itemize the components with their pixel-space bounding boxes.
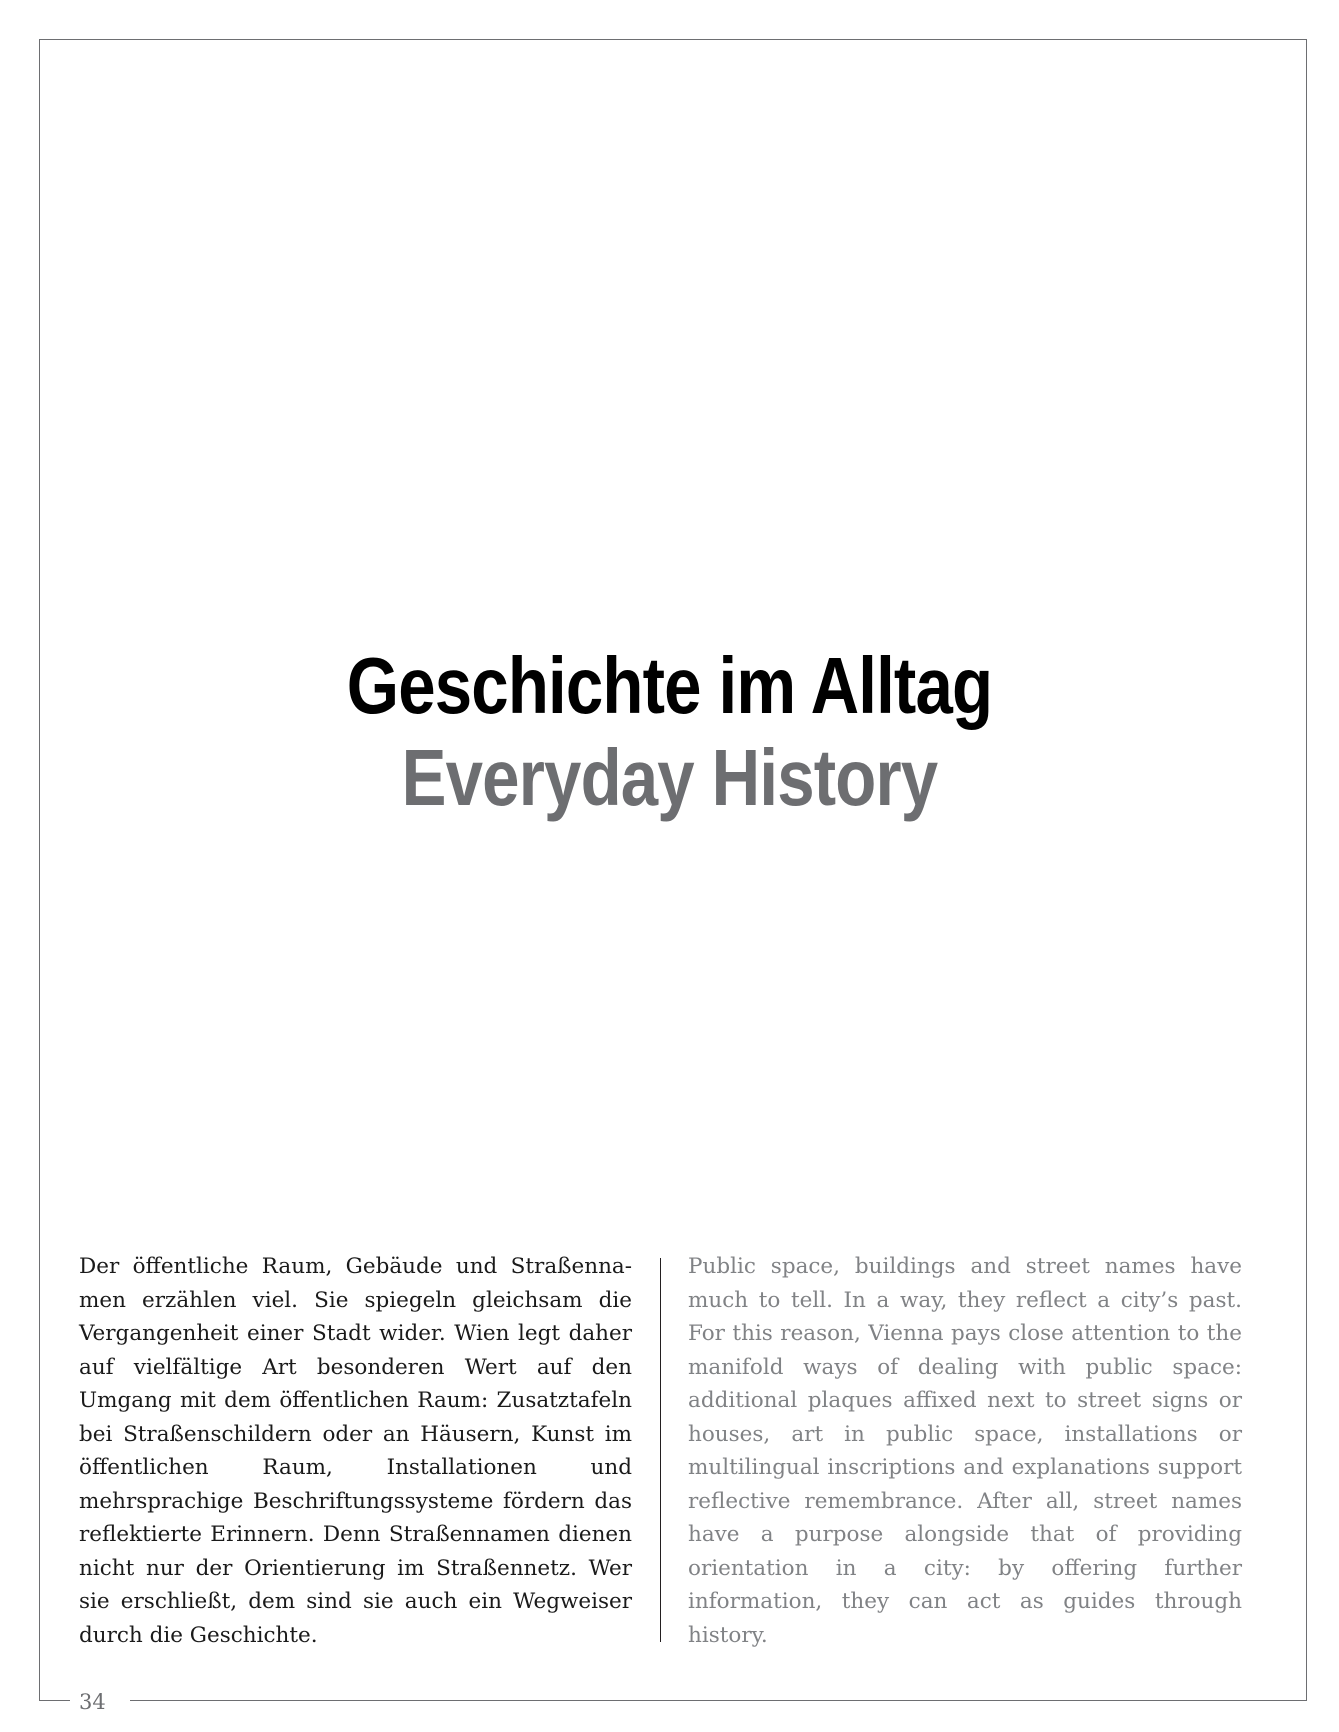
body-text-english: Public space, buildings and street names have much to tell. In a way, they reflect a city’s past. For this reason, Vienna pays close attention to the manifold ways of dealing with public space: additional plaques affixed next to street signs or houses, art in public space, installations or multilingual inscriptions and explanations support reflective remembrance. After all, street names have a purpose alongside that of providing orientation in a city: by offering further information, they can act as guides through history. [688,1254,1242,1648]
page-frame-right [1306,39,1307,1701]
body-text-german: Der öffentliche Raum, Gebäude und Straßennamen erzählen viel. Sie spiegeln gleichsam die Vergangenheit einer Stadt wider. Wien legt daher auf vielfältige Art besonderen Wert auf den Umgang mit dem öffentlichen Raum: Zusatztafeln bei Straßenschildern oder an Häusern, Kunst im öffentlichen Raum, Installationen und mehrsprachige Beschriftungssysteme fördern das reflektierte Erinnern. Denn Straßennamen dienen nicht nur der Orientierung im Straßennetz. Wer sie erschließt, dem sind sie auch ein Wegweiser durch die Geschichte. [79,1254,632,1648]
page-frame-bottom-left [39,1700,70,1701]
title-block [0,640,1339,824]
page-number: 34 [79,1690,106,1714]
page-frame-bottom-right [130,1700,1307,1701]
page-frame-top [39,39,1307,40]
column-divider [660,1258,661,1642]
title-english: Everyday History [401,733,938,822]
page-frame-left [39,39,40,1701]
title-german: Geschichte im Alltag [346,641,993,730]
